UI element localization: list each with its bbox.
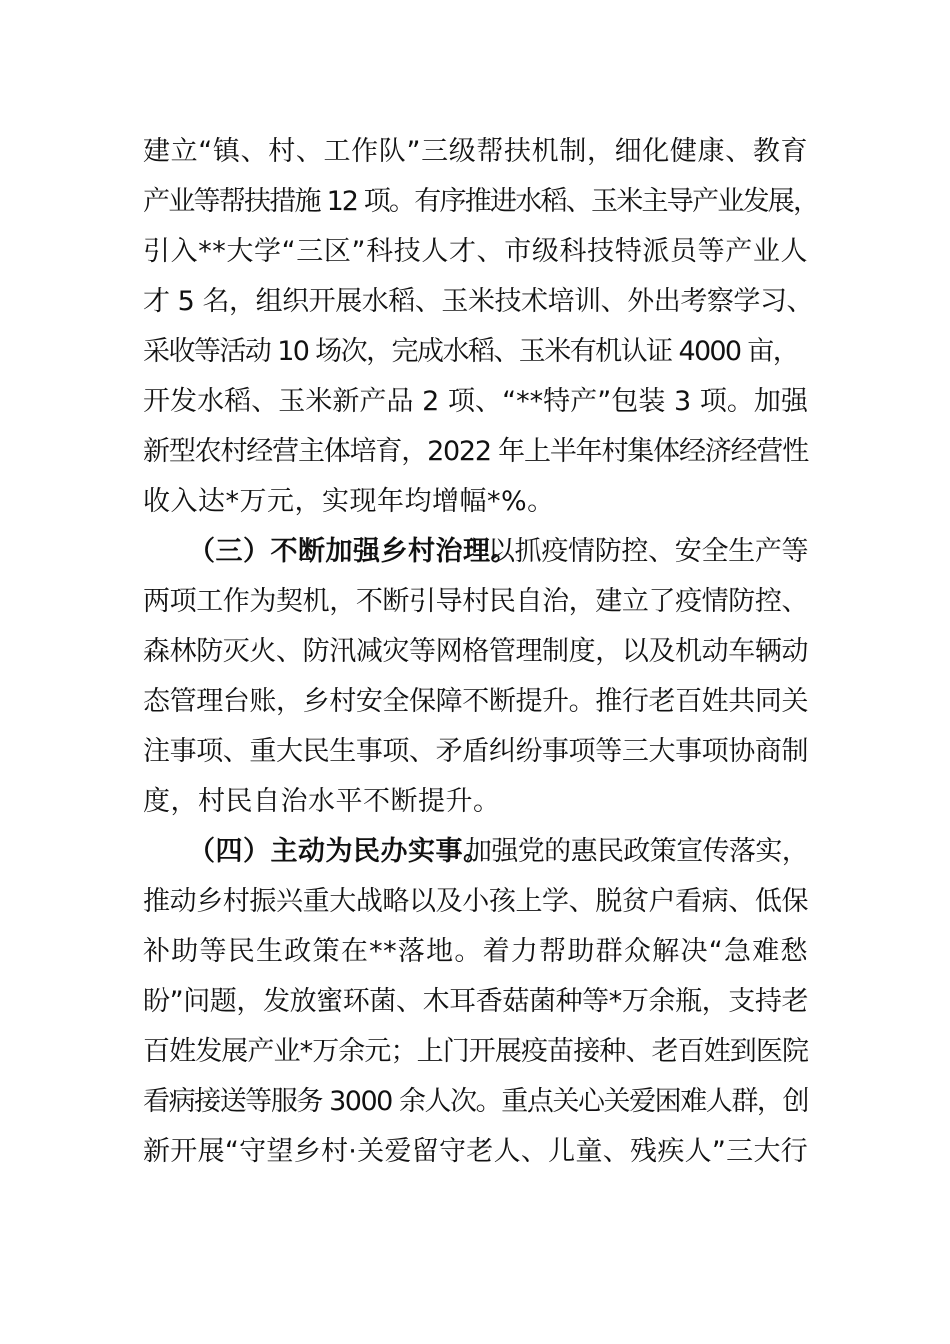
paragraph-line xyxy=(0,927,950,977)
paragraph-line xyxy=(0,427,950,477)
paragraph-line xyxy=(0,327,950,377)
paragraph-line xyxy=(0,677,950,727)
line-text: 森林防灭火、防汛减灾等网格管理制度，以及机动车辆动 xyxy=(143,636,808,667)
paragraph-line xyxy=(0,877,950,927)
line-text: 采收等活动 10 场次，完成水稻、玉米有机认证 4000 亩， xyxy=(143,336,798,367)
line-text: 以抓疫情防控、安全生产等 xyxy=(488,536,808,567)
line-text: 度，村民自治水平不断提升。 xyxy=(143,786,501,817)
line-text: 两项工作为契机，不断引导村民自治，建立了疫情防控、 xyxy=(143,586,808,617)
paragraph-line xyxy=(0,477,950,527)
line-text: 建立“镇、村、工作队”三级帮扶机制，细化健康、教育 xyxy=(143,136,808,167)
line-text: 引入**大学“三区”科技人才、市级科技特派员等产业人 xyxy=(143,236,808,267)
section-4-first-line xyxy=(0,827,950,877)
line-text: 新开展“守望乡村·关爱留守老人、儿童、残疾人”三大行 xyxy=(143,1136,808,1167)
section-3-first-line xyxy=(0,527,950,577)
paragraph-line xyxy=(0,177,950,227)
line-text: 注事项、重大民生事项、矛盾纠纷事项等三大事项协商制 xyxy=(143,736,808,767)
line-text: 看病接送等服务 3000 余人次。重点关心关爱困难人群，创 xyxy=(143,1086,808,1117)
line-text: 态管理台账，乡村安全保障不断提升。推行老百姓共同关 xyxy=(143,686,808,717)
section-3-heading: （三）不断加强乡村治理。 xyxy=(188,536,518,567)
line-text: 才 5 名，组织开展水稻、玉米技术培训、外出考察学习、 xyxy=(143,286,813,317)
paragraph-line xyxy=(0,977,950,1027)
paragraph-line xyxy=(0,227,950,277)
paragraph-line xyxy=(0,1027,950,1077)
paragraph-line xyxy=(0,377,950,427)
line-text: 推动乡村振兴重大战略以及小孩上学、脱贫户看病、低保 xyxy=(143,886,808,917)
line-text: 收入达*万元，实现年均增幅*%。 xyxy=(143,486,555,517)
paragraph-line xyxy=(0,727,950,777)
paragraph-line xyxy=(0,277,950,327)
line-text: 盼”问题，发放蜜环菌、木耳香菇菌种等*万余瓶，支持老 xyxy=(143,986,808,1017)
line-text: 新型农村经营主体培育，2022 年上半年村集体经济经营性 xyxy=(143,436,808,467)
line-text: 开发水稻、玉米新产品 2 项、“**特产”包装 3 项。加强 xyxy=(143,386,808,417)
line-text: 产业等帮扶措施 12 项。有序推进水稻、玉米主导产业发展， xyxy=(143,186,818,217)
line-text: 百姓发展产业*万余元；上门开展疫苗接种、老百姓到医院 xyxy=(143,1036,808,1067)
paragraph-line xyxy=(0,627,950,677)
section-4-heading: （四）主动为民办实事。 xyxy=(188,836,491,867)
line-text: 加强党的惠民政策宣传落实， xyxy=(465,836,808,867)
paragraph-line xyxy=(0,127,950,177)
paragraph-line xyxy=(0,777,950,827)
line-text: 补助等民生政策在**落地。着力帮助群众解决“急难愁 xyxy=(143,936,808,967)
paragraph-line xyxy=(0,1077,950,1127)
paragraph-line xyxy=(0,1127,950,1177)
paragraph-line xyxy=(0,577,950,627)
